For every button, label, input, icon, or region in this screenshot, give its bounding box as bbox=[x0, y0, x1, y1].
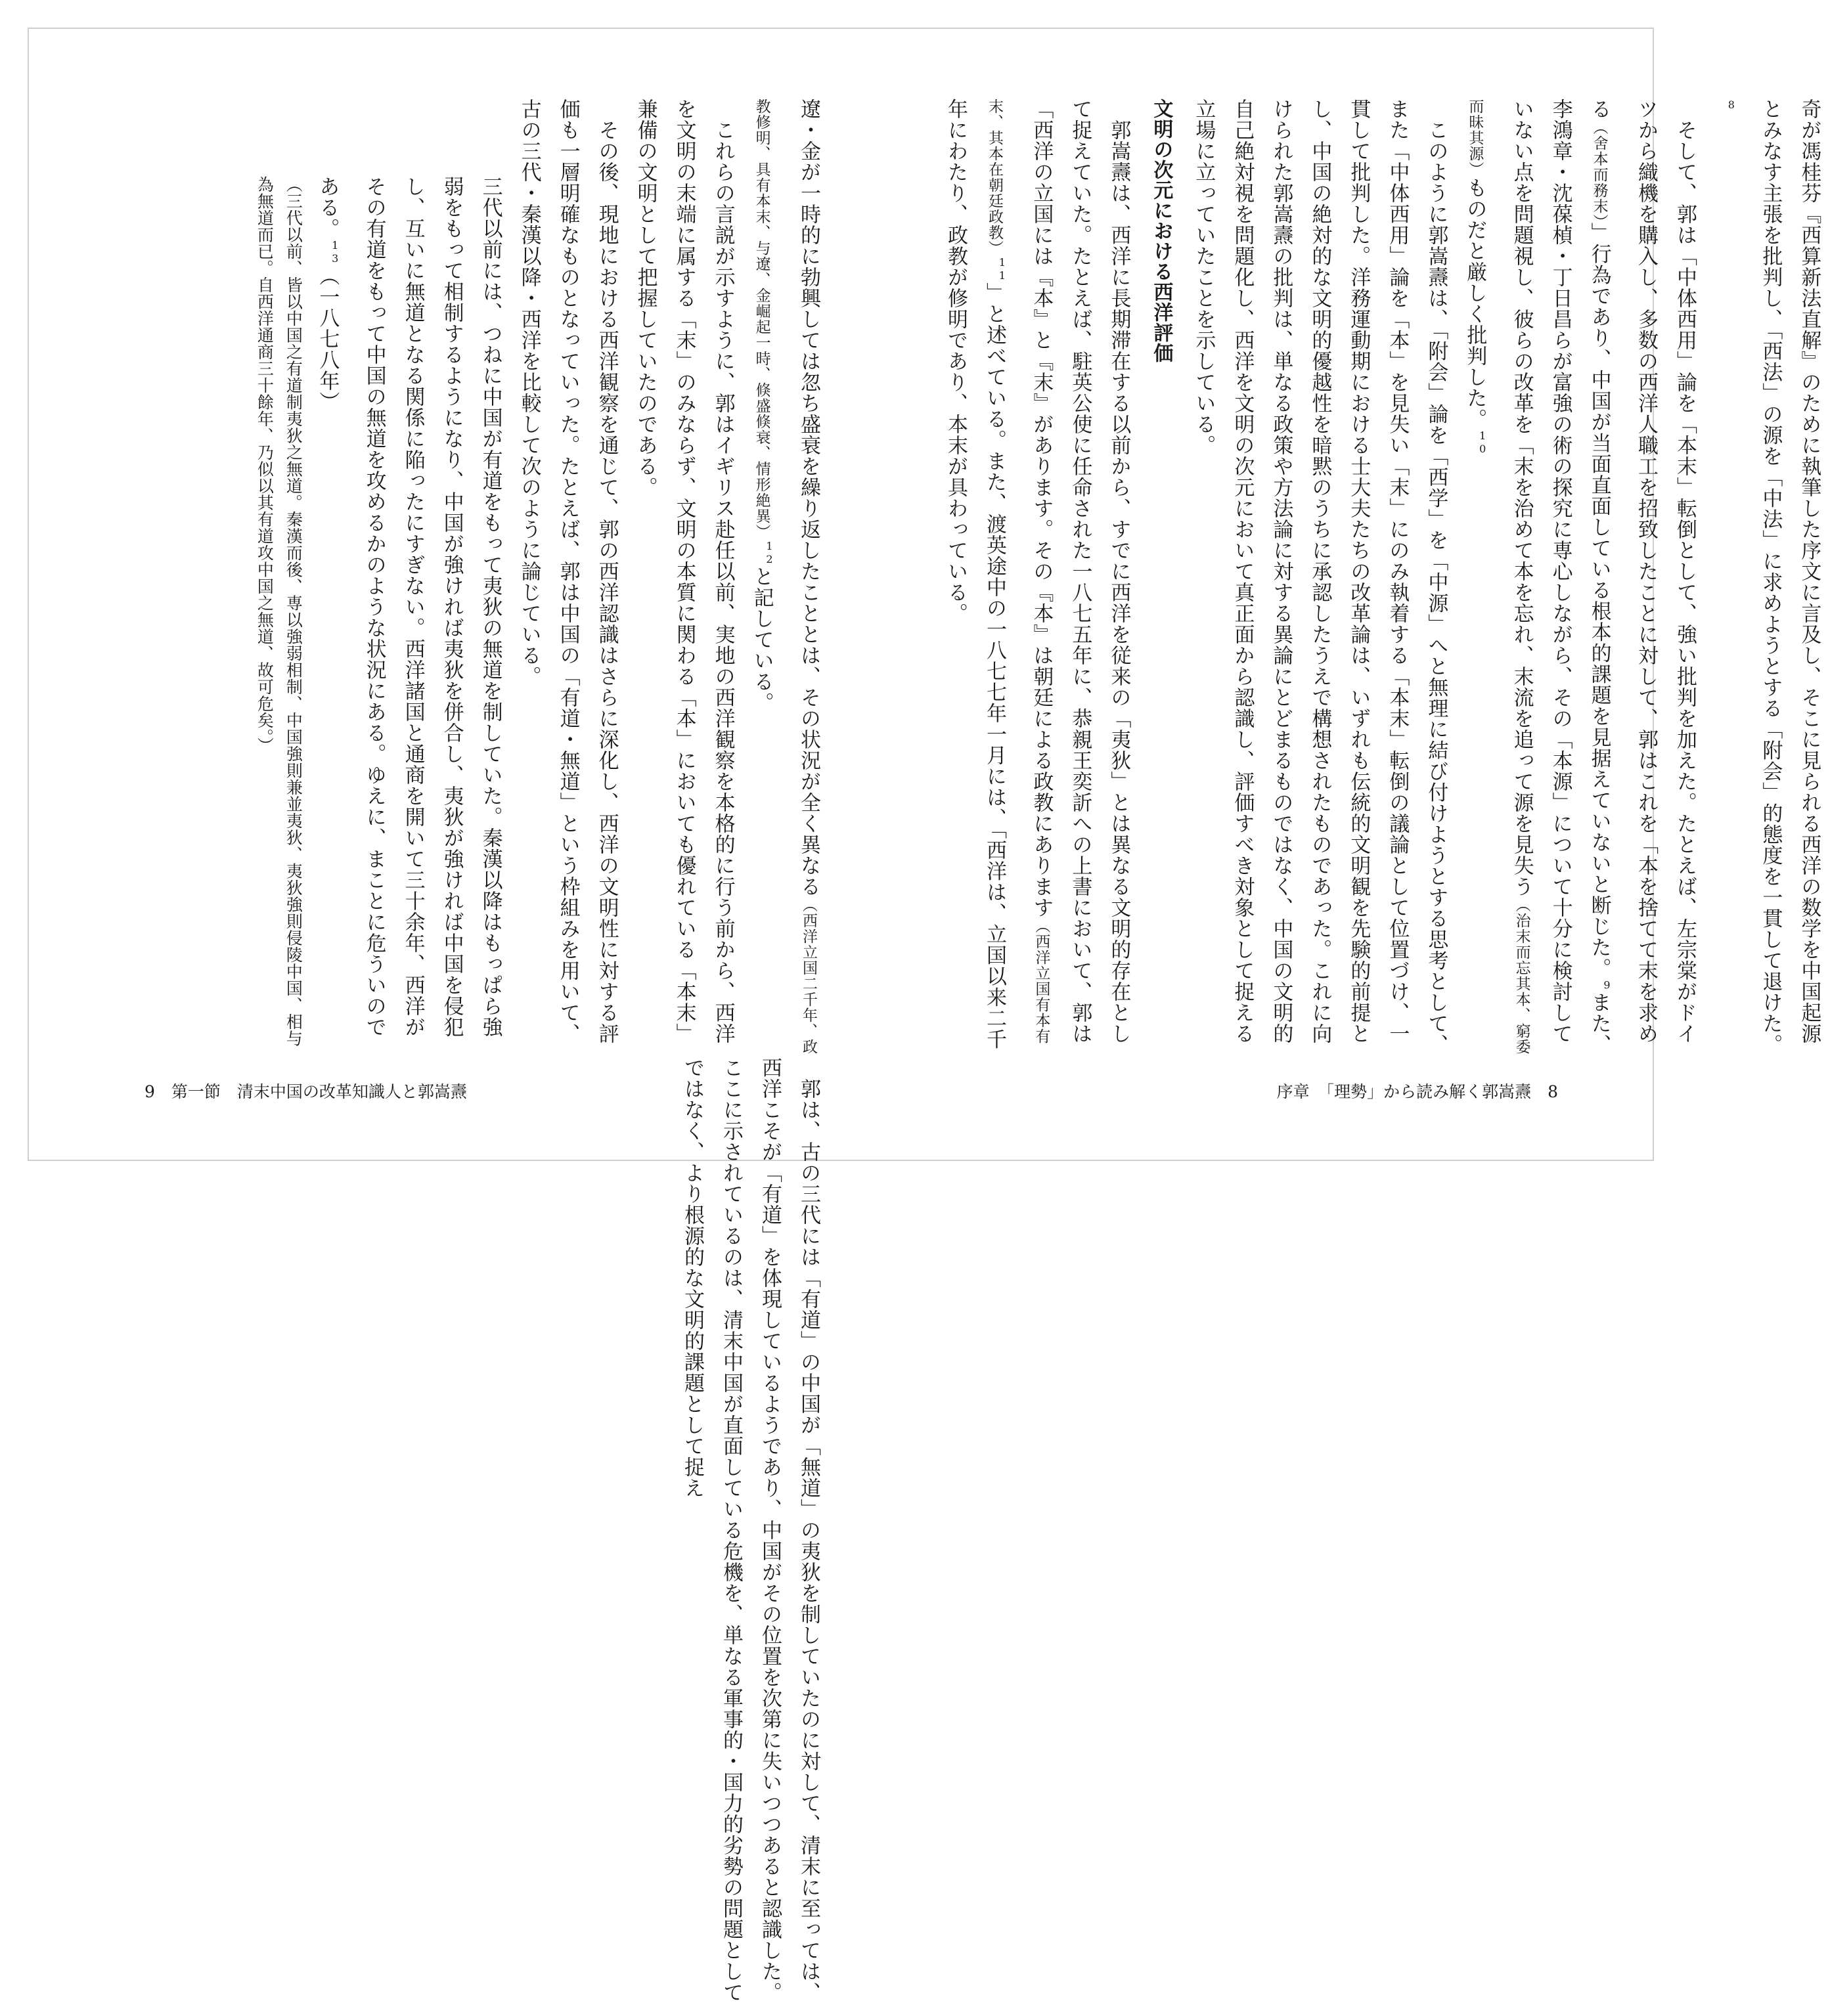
kanbun-quote bbox=[250, 99, 307, 1057]
left-page-text bbox=[510, 99, 828, 1057]
section-heading: 文明の次元における西洋評価 bbox=[1149, 99, 1173, 363]
note-ref: 8 bbox=[1725, 99, 1738, 112]
paragraph: 郭嵩燾は、西洋に長期滞在する以前から、すでに西洋を従来の「夷狄」とは異なる文明的存在として捉えていた。たとえば、駐英公使に任命された一八七五年に、恭親王奕訢への上書において、郭は「西洋の立国には『本』と『末』があります。その『本』は朝廷による政教にあります（西洋立国有本有末、其本在朝廷政教）$^{11}$」と述べている。また、渡英途中の一八七七年一月には、「西洋は、立国以来二千年にわたり、政教が修明であり、本末が具わっている。 bbox=[944, 99, 1131, 1050]
quote-text: 三代以前には、つねに中国が有道をもって夷狄の無道を制していた。秦漢以降はもっぱら強弱をもって相制するようになり、中国が強ければ夷狄を併合し、夷狄が強ければ中国を侵犯し、互いに無道となる関係に陥ったにすぎない。西洋諸国と通商を開いて三十余年、西洋がその有道をもって中国の無道を攻めるかのような状況にある。ゆえに、まことに危ういのである。$^{13}$（一八七八年） bbox=[315, 176, 502, 1038]
note-ref: 11 bbox=[996, 256, 1009, 282]
paragraph: これらの言説が示すように、郭はイギリス赴任以前、実地の西洋観察を本格的に行う前から、西洋を文明の末端に属する「末」のみならず、文明の本質に関わる「本」においても優れている「本末」兼備の文明として把握していたのである。 bbox=[633, 99, 735, 1044]
paragraph: このように郭嵩燾は、「附会」論を「西学」を「中源」へと無理に結び付けようとする思考として、また「中体西用」論を「本」を見失い「末」にのみ執着する「本末」転倒の議論として位置づけ、一貫して批判した。洋務運動期における士大夫たちの改革論は、いずれも伝統的文明観を先験的前提とし、中国の絶対的な文明的優越性を暗黙のうちに承認したうえで構想されたものであった。これに向けられた郭嵩燾の批判は、単なる政策や方法論に対する異論にとどまるものではなく、中国の文明的自己絶対視を問題化し、西洋を文明の次元において真正面から認識し、評価すべき対象として捉える立場に立っていたことを示している。 bbox=[1192, 99, 1448, 1055]
kanbun-text: （三代以前、皆以中国之有道制夷狄之無道。秦漢而後、専以強弱相制、中国強則兼並夷狄、夷狄強則侵陵中国、相与為無道而已。自西洋通商三十餘年、乃似以其有道攻中国之無道、故可危矣。） bbox=[255, 176, 303, 1047]
note-ref: 13 bbox=[328, 239, 342, 265]
right-page bbox=[936, 99, 1821, 1057]
note-ref: 10 bbox=[1476, 429, 1489, 456]
footer-right: 序章 「理勢」から読み解く郭嵩燾 8 bbox=[1276, 1082, 1558, 1101]
note-ref: 12 bbox=[763, 540, 776, 566]
paragraph: 奇が馮桂芬『西算新法直解』のために執筆した序文に言及し、そこに見られる西洋の数学を中国起源とみなす主張を批判し、「西法」の源を「中法」に求めようとする「附会」的態度を一貫して退けた。$^8$ bbox=[1725, 99, 1821, 1055]
note-ref: 9 bbox=[1600, 978, 1613, 992]
footer-left: 9 第一節 清末中国の改革知識人と郭嵩燾 bbox=[145, 1082, 467, 1101]
right-page-text bbox=[936, 99, 1828, 1057]
paragraph: 遼・金が一時的に勃興しては忽ち盛衰を繰り返したこととは、その状況が全く異なる（西洋立国二千年、政教修明、具有本末、与遼、金崛起一時、倏盛倏衰、情形絶異）$^{12}$と記している。 bbox=[749, 99, 820, 1055]
block-quote bbox=[307, 99, 509, 1057]
paragraph: その後、現地における西洋観察を通じて、郭の西洋認識はさらに深化し、西洋の文明性に対する評価も一層明確なものとなっていった。たとえば、郭は中国の「有道・無道」という枠組みを用いて、古の三代・秦漢以降・西洋を比較して次のように論じている。 bbox=[517, 99, 619, 1044]
paragraph: そして、郭は「中体西用」論を「本末」転倒として、強い批判を加えた。たとえば、左宗棠がドイツから織機を購入し、多数の西洋人職工を招致したことに対して、郭はこれを「本を捨てて末を求める（舍本而務末）」行為であり、中国が当面直面している根本的課題を見据えていないと断じた。$^9$また、李鴻章・沈葆楨・丁日昌らが富強の術の探究に専心しながら、その「本源」について十分に検討していない点を問題視し、彼らの改革を「末を治めて本を忘れ、末流を追って源を見失う（治末而忘其本、窮委而昧其源）ものだと厳しく批判した。$^{10}$ bbox=[1463, 99, 1697, 1055]
paragraph: 郭は、古の三代には「有道」の中国が「無道」の夷狄を制していたのに対して、清末に至っては、西洋こそが「有道」を体現しているようであり、中国がその位置を次第に失いつつあると認識した。ここに示されているのは、清末中国が直面している危機を、単なる軍事的・国力的劣勢の問題としてではなく、より根源的な文明的課題として捉え bbox=[680, 1057, 820, 2003]
left-page-text-continued bbox=[673, 1057, 828, 2016]
